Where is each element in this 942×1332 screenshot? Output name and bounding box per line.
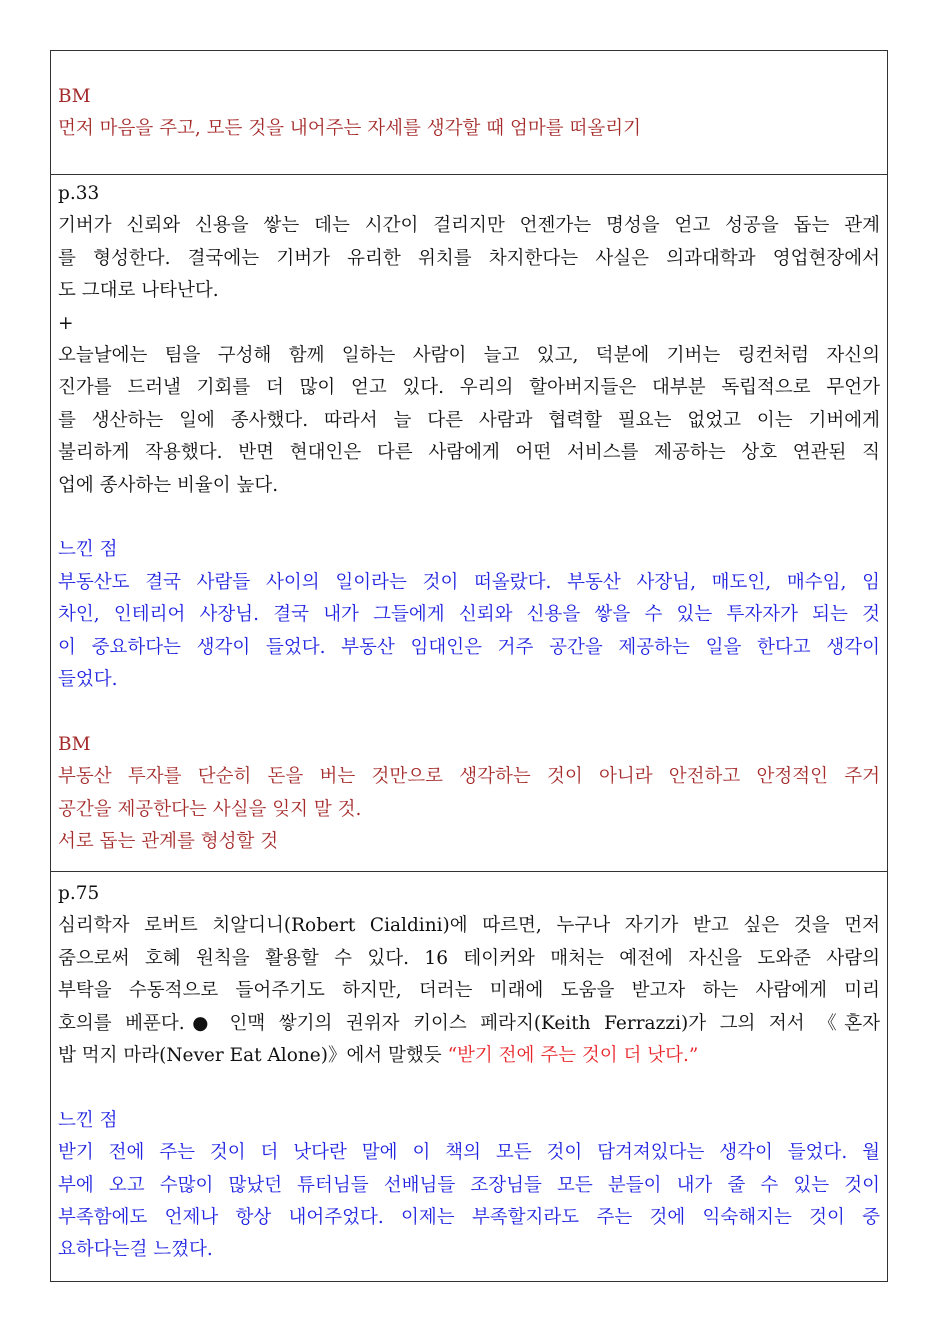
quote-line: 심리학자 로버트 치알디니(Robert Cialdini)에 따르면, 누구나 자기가 받고 싶은 것을 먼저 xyxy=(58,915,880,937)
feeling-line: 부족함에도 언제나 항상 내어주었다. 이제는 부족할지라도 주는 것에 익숙해지는 것이 중 xyxy=(58,1207,880,1229)
bm-heading: BM xyxy=(58,733,91,755)
p33-cell xyxy=(51,175,887,872)
feeling-heading: 느낀 점 xyxy=(58,1109,118,1131)
feeling-line: 차인, 인테리어 사장님. 결국 내가 그들에게 신뢰와 신용을 쌓을 수 있는 투자자가 되는 것 xyxy=(58,604,880,626)
p75-cell xyxy=(51,872,887,1281)
quote-line: 호의를 베푼다.● 인맥 쌓기의 권위자 키이스 페라지(Keith Ferrazzi)가 그의 저서 《혼자 xyxy=(58,1012,880,1034)
quote-line: 를 생산하는 일에 종사했다. 따라서 늘 다른 사람과 협력할 필요는 없었고 이는 기버에게 xyxy=(58,409,880,431)
bm-line: 부동산 투자를 단순히 돈을 버는 것만으로 생각하는 것이 아니라 안전하고 안정적인 주거 xyxy=(58,766,880,788)
bm-line: 서로 돕는 관계를 형성할 것 xyxy=(58,831,279,853)
bm-line: 공간을 제공한다는 사실을 잊지 말 것. xyxy=(58,798,362,820)
quote-line: 도 그대로 나타난다. xyxy=(58,280,219,302)
spacer xyxy=(58,696,880,728)
note-table xyxy=(50,50,888,1282)
bm-cell-1 xyxy=(51,51,887,175)
feeling-line: 이 중요하다는 생각이 들었다. 부동산 임대인은 거주 공간을 제공하는 일을 한다고 생각이 xyxy=(58,636,880,658)
feeling-line: 요하다는걸 느꼈다. xyxy=(58,1239,213,1261)
feeling-line: 받기 전에 주는 것이 더 낫다란 말에 이 책의 모든 것이 담겨져있다는 생각이 들었다. 월 xyxy=(58,1142,880,1164)
quote-line: 기버가 신뢰와 신용을 쌓는 데는 시간이 걸리지만 언젠가는 명성을 얻고 성공을 돕는 관계 xyxy=(58,215,880,237)
page-ref: p.75 xyxy=(58,883,100,904)
spacer xyxy=(58,502,880,534)
feeling-line: 들었다. xyxy=(58,669,118,691)
bm-heading: BM xyxy=(58,86,91,107)
quote-line: 진가를 드러낼 기회를 더 많이 얻고 있다. 우리의 할아버지들은 대부분 독립적으로 무언가 xyxy=(58,377,880,399)
feeling-line: 부에 오고 수많이 많났던 튜터님들 선배님들 조장님들 모든 분들이 내가 줄 수 있는 것이 xyxy=(58,1174,880,1196)
page-ref: p.33 xyxy=(58,183,100,204)
spacer xyxy=(58,1072,880,1104)
feeling-line: 부동산도 결국 사람들 사이의 일이라는 것이 떠올랐다. 부동산 사장님, 매도인, 매수임, 임 xyxy=(58,571,880,593)
quote-highlight: “받기 전에 주는 것이 더 낫다.” xyxy=(447,1045,699,1067)
quote-line: 업에 종사하는 비율이 높다. xyxy=(58,474,279,496)
quote-line: 부탁을 수동적으로 들어주기도 하지만, 더러는 미래에 도움을 받고자 하는 사람에게 미리 xyxy=(58,980,880,1002)
feeling-heading: 느낀 점 xyxy=(58,539,118,561)
quote-line-last xyxy=(58,1040,880,1072)
quote-line: 를 형성한다. 결국에는 기버가 유리한 위치를 차지한다는 사실은 의과대학과 영업현장에서 xyxy=(58,247,880,269)
quote-line: 오늘날에는 팀을 구성해 함께 일하는 사람이 늘고 있고, 덕분에 기버는 링컨처럼 자신의 xyxy=(58,345,880,367)
bm-text: 먼저 마음을 주고, 모든 것을 내어주는 자세를 생각할 때 엄마를 떠올리기 xyxy=(58,118,641,140)
quote-line: 줌으로써 호혜 원칙을 활용할 수 있다. 16 테이커와 매처는 예전에 자신을 도와준 사람의 xyxy=(58,947,880,969)
quote-line: 불리하게 작용했다. 반면 현대인은 다른 사람에게 어떤 서비스를 제공하는 상호 연관된 직 xyxy=(58,442,880,464)
plus-mark: + xyxy=(58,312,74,334)
quote-prefix: 밥 먹지 마라(Never Eat Alone)》에서 말했듯 xyxy=(58,1045,448,1067)
